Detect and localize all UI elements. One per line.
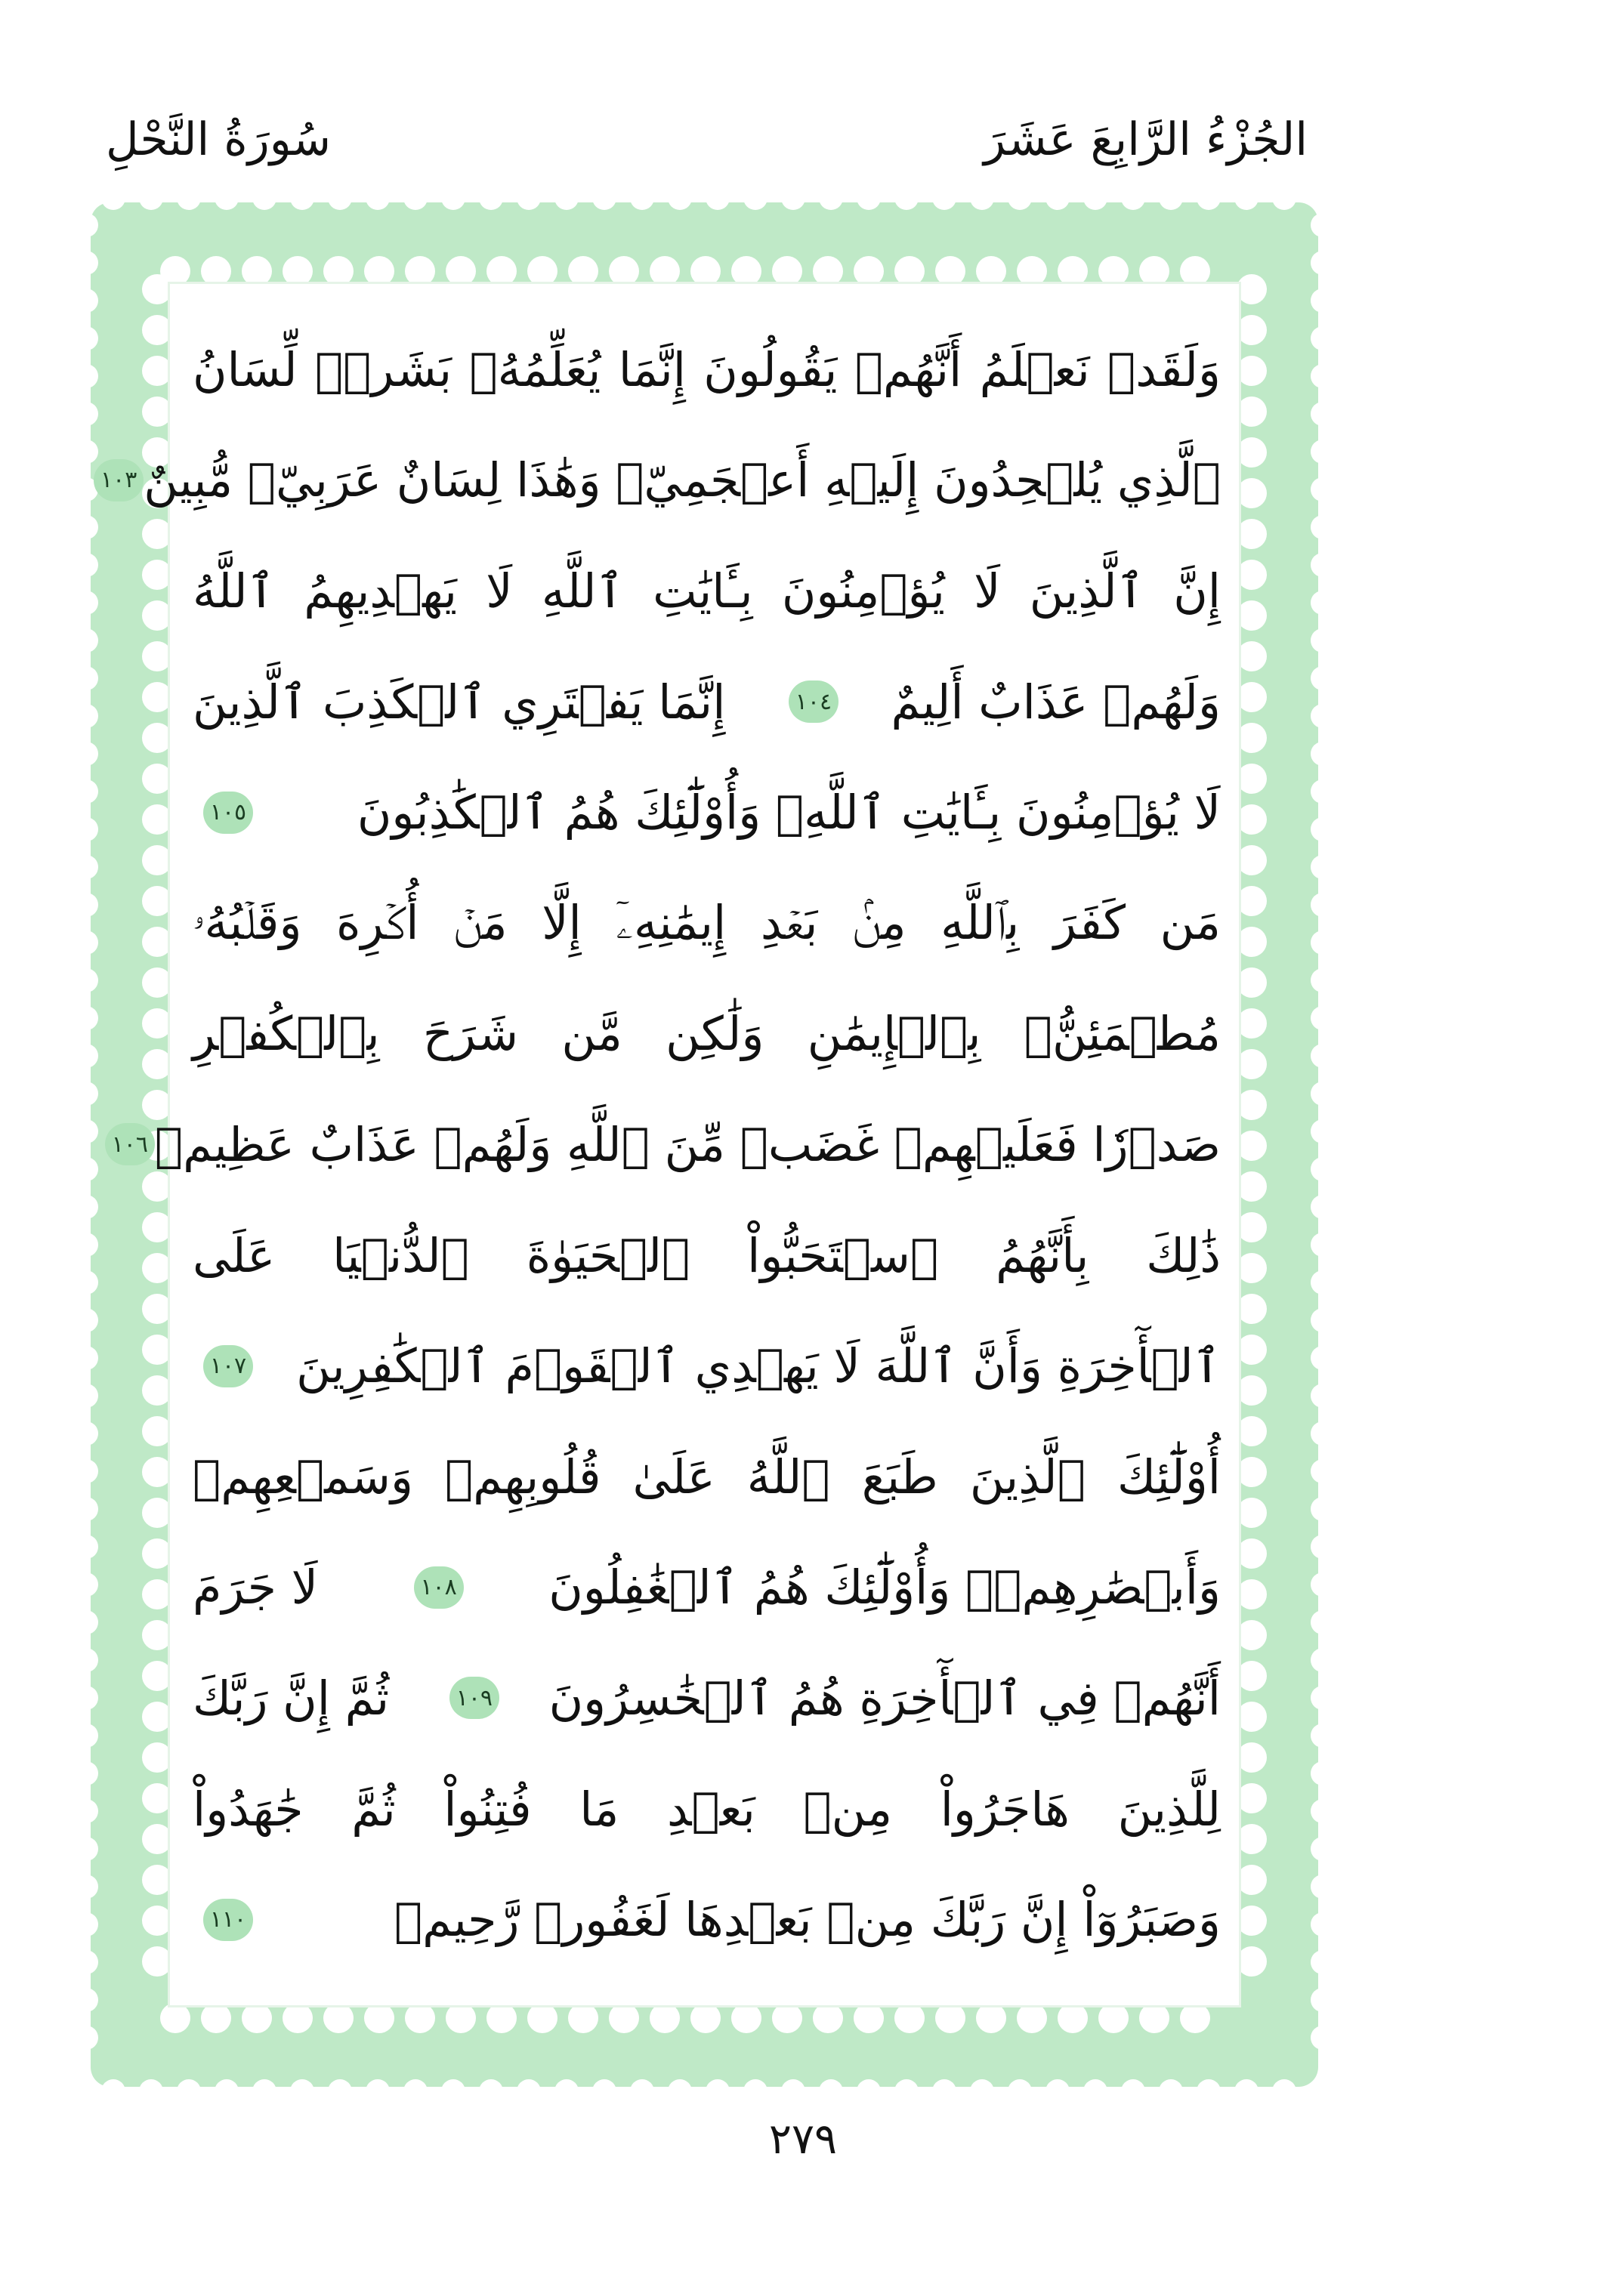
- verse-line-text: وَصَبَرُوٓاْ إِنَّ رَبَّكَ مِنۢ بَعۡدِهَا لَغَفُورٞ رَّحِيمٞ: [394, 1892, 1221, 1948]
- verse-line: [193, 535, 1221, 647]
- ayah-number-marker: ١٠٦: [105, 1123, 155, 1165]
- verse-line: [193, 1310, 1221, 1421]
- juz-title: الجُزْءُ الرَّابِعَ عَشَرَ: [984, 113, 1308, 166]
- verse-line-text: وَلَهُمۡ عَذَابٌ أَلِيمٌ: [891, 674, 1221, 730]
- verse-line: [193, 647, 1221, 758]
- page-header: [0, 113, 1606, 196]
- verse-line: [100, 425, 1221, 536]
- ayah-number-marker: ١٠٤: [789, 680, 839, 723]
- verse-line-text: أُوْلَٰٓئِكَ ٱلَّذِينَ طَبَعَ ٱللَّهُ عَلَىٰ قُلُوبِهِمۡ وَسَمۡعِهِمۡ: [193, 1449, 1221, 1504]
- verse-line-text: مُطۡمَئِنُّۢ بِٱلۡإِيمَٰنِ وَلَٰكِن مَّن شَرَحَ بِٱلۡكُفۡرِ: [193, 1006, 1221, 1062]
- verse-line-text: وَأَبۡصَٰرِهِمۡۖ وَأُوْلَٰٓئِكَ هُمُ ٱلۡغَٰفِلُونَ: [548, 1560, 1221, 1616]
- verse-line-text: أَنَّهُمۡ فِي ٱلۡأٓخِرَةِ هُمُ ٱلۡخَٰسِرُونَ: [548, 1670, 1221, 1726]
- verse-line: [193, 979, 1221, 1090]
- verse-line-text: لَا يُؤۡمِنُونَ بِـَٔايَٰتِ ٱللَّهِۖ وَأُوْلَٰٓئِكَ هُمُ ٱلۡكَٰذِبُونَ: [357, 785, 1221, 841]
- verse-line-text: ٱلۡأٓخِرَةِ وَأَنَّ ٱللَّهَ لَا يَهۡدِي ٱلۡقَوۡمَ ٱلۡكَٰفِرِينَ: [296, 1338, 1221, 1394]
- verse-line-text: مَن كَفَرَ بِٱللَّهِ مِنۢ بَعۡدِ إِيمَٰنِهِۦٓ إِلَّا مَنۡ أُكۡرِهَ وَقَلۡبُهُۥ: [193, 895, 1221, 951]
- verse-line-text: ٱلَّذِي يُلۡحِدُونَ إِلَيۡهِ أَعۡجَمِيّٞ وَهَٰذَا لِسَانٌ عَرَبِيّٞ مُّبِينٌ: [144, 452, 1221, 508]
- verse-line: [193, 1532, 1221, 1643]
- verse-line-text: ثُمَّ إِنَّ رَبَّكَ: [193, 1670, 390, 1726]
- verse-line-text: ذَٰلِكَ بِأَنَّهُمُ ٱسۡتَحَبُّواْ ٱلۡحَيَوٰةَ ٱلدُّنۡيَا عَلَى: [193, 1227, 1221, 1283]
- verse-line: [193, 1421, 1221, 1532]
- decorative-frame: [91, 202, 1318, 2087]
- verse-line: [193, 1200, 1221, 1311]
- verse-line-text: وَلَقَدۡ نَعۡلَمُ أَنَّهُمۡ يَقُولُونَ إِنَّمَا يُعَلِّمُهُۥ بَشَرٞۗ لِّسَانُ: [193, 341, 1221, 397]
- verse-line: [193, 1864, 1221, 1975]
- verse-line: [111, 1089, 1221, 1200]
- page-number: ٢٧٩: [768, 2115, 838, 2164]
- ayah-number-marker: ١٠٨: [414, 1566, 464, 1609]
- surah-title: سُورَةُ النَّحْلِ: [106, 113, 331, 166]
- ayah-number-marker: ١١٠: [203, 1899, 253, 1941]
- verse-line-text: لِلَّذِينَ هَاجَرُواْ مِنۢ بَعۡدِ مَا فُتِنُواْ ثُمَّ جَٰهَدُواْ: [193, 1781, 1221, 1837]
- verse-line-text: إِنَّ ٱلَّذِينَ لَا يُؤۡمِنُونَ بِـَٔايَٰتِ ٱللَّهِ لَا يَهۡدِيهِمُ ٱللَّهُ: [193, 563, 1221, 619]
- ayah-number-marker: ١٠٩: [449, 1677, 499, 1719]
- verse-text-block: [100, 314, 1221, 1976]
- ayah-number-marker: ١٠٥: [203, 792, 253, 834]
- verse-line: [193, 1754, 1221, 1865]
- verse-line: [193, 314, 1221, 425]
- verse-line: [193, 1643, 1221, 1754]
- text-panel: [100, 282, 1241, 2007]
- verse-line: [193, 757, 1221, 868]
- verse-line-text: إِنَّمَا يَفۡتَرِي ٱلۡكَذِبَ ٱلَّذِينَ: [193, 674, 726, 730]
- ayah-number-marker: ١٠٣: [94, 459, 144, 501]
- verse-line: [193, 868, 1221, 979]
- verse-line-text: لَا جَرَمَ: [193, 1560, 319, 1616]
- verse-line-text: صَدۡرٗا فَعَلَيۡهِمۡ غَضَبٞ مِّنَ ٱللَّهِ وَلَهُمۡ عَذَابٌ عَظِيمٞ: [154, 1116, 1221, 1172]
- ayah-number-marker: ١٠٧: [203, 1345, 253, 1387]
